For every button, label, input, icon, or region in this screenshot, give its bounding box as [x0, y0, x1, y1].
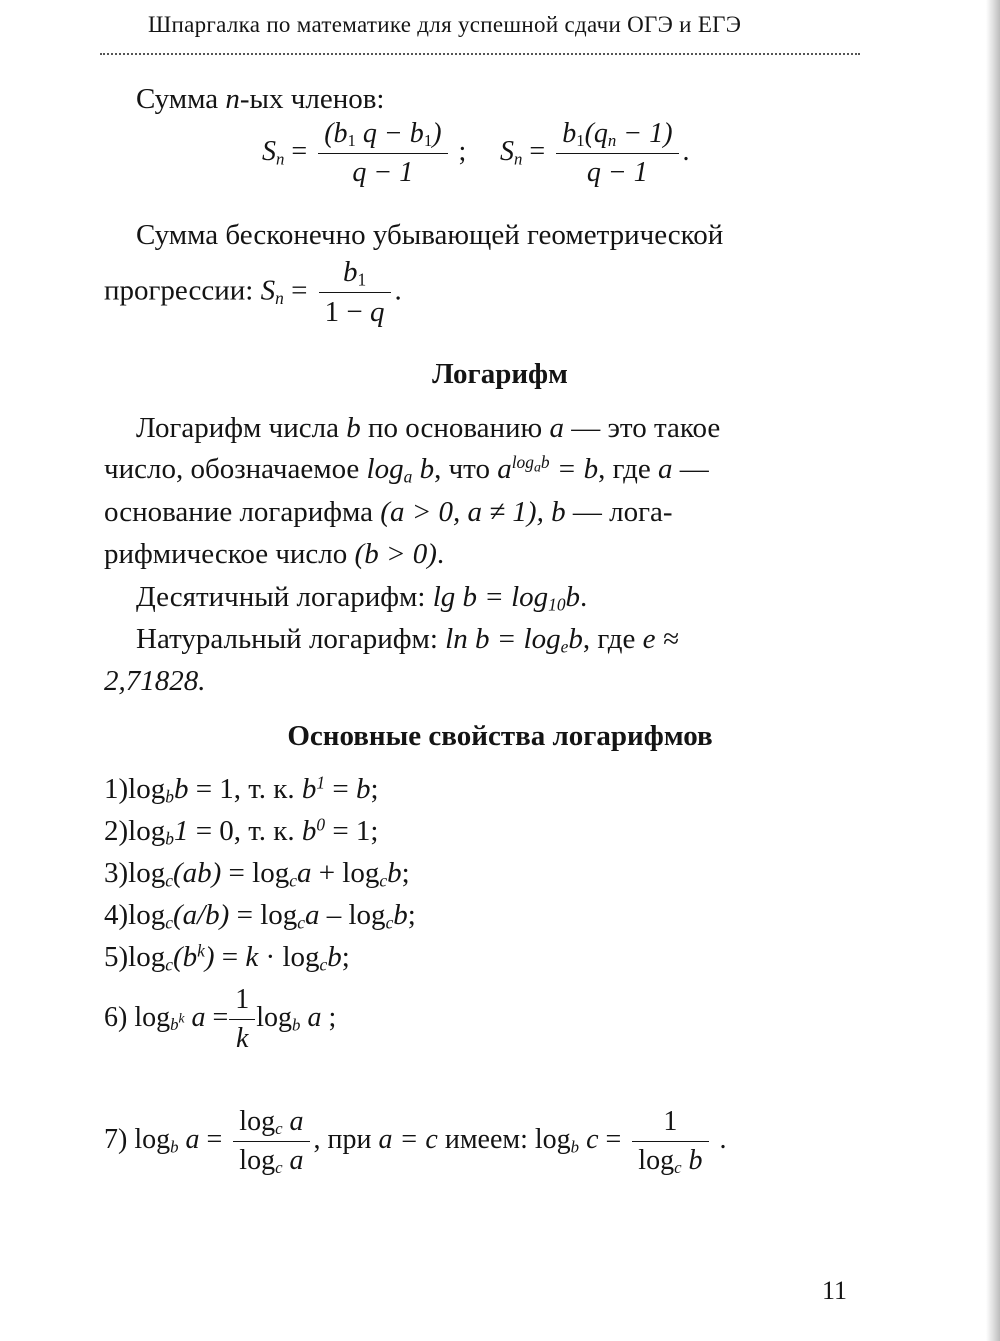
fraction-numerator: 1 [229, 984, 255, 1020]
fraction-denominator: $\log_c a$ [239, 1145, 304, 1178]
infinite-sum-text-1: Сумма бесконечно убывающей геометрической [136, 219, 724, 251]
natural-log-line: Натуральный логарифм: $\ln b = \log_eb$, где e ≈ [136, 623, 679, 657]
fraction-denominator: q − 1 [352, 157, 414, 189]
property-1: $1)\log_bb = 1$, т. к. $b^1 = b$; [104, 772, 379, 807]
formula-lhs: S [260, 274, 276, 307]
running-header: Шпаргалка по математике для успешной сдачи ОГЭ и ЕГЭ [148, 12, 742, 37]
page-edge-shadow [986, 0, 1000, 1341]
fraction-denominator: $\log_c b$ [638, 1145, 703, 1178]
formula-lhs: S [500, 136, 514, 168]
fraction [556, 118, 678, 189]
natural-log-value: 2,71828. [104, 665, 206, 697]
definition-line-3: основание логарифма (a > 0, a ≠ 1), b — лога- [104, 496, 673, 528]
formula-eq: = [284, 136, 308, 168]
fraction [233, 1106, 309, 1177]
property-2: $2)\log_b1 = 0$, т. к. $b^0 = 1$; [104, 814, 379, 849]
geometric-sum-formula-1 [262, 118, 466, 189]
fraction-numerator: 1 [632, 1106, 708, 1142]
fraction-numerator: ($b_1$ $q - b_1$) [318, 118, 447, 154]
formula-lhs-sub: n [276, 149, 285, 169]
definition-line-4: рифмическое число (b > 0). [104, 538, 445, 570]
formula-lhs: S [262, 136, 276, 168]
infinite-sum-formula: прогрессии: $S_n$ = $\frac{b_1}{1 - q}$ . [104, 256, 402, 329]
sum-n-variable: n [225, 83, 240, 115]
fraction [319, 256, 391, 330]
property-7: 7) $\log_b a$ = $\frac{\log_c a}{\log_c a}$ , при a = c имеем: $\log_b c$ = $\frac{1}{\log_c b}$ . [104, 1106, 727, 1178]
section-heading-logarithm: Логарифм [432, 358, 568, 390]
sum-n-label-pre: Сумма [136, 83, 226, 115]
header-divider [100, 53, 860, 55]
sum-n-label [136, 82, 384, 117]
fraction [632, 1106, 708, 1177]
property-3: $3)\log_c(ab) = \log_ca + \log_cb$; [104, 857, 410, 891]
fraction [229, 984, 255, 1055]
property-6: 6) $\log_{b^k} a$ = $\frac{1}{k}$ $\log_b a$ ; [104, 984, 337, 1055]
fraction-denominator: q − 1 [586, 157, 648, 189]
property-4: $4)\log_c(a/b) = \log_ca - \log_cb$; [104, 899, 416, 933]
page-number: 11 [822, 1276, 848, 1305]
fraction-numerator: $b_1(q_n - 1)$ [556, 118, 678, 154]
definition-line-2: число, обозначаемое $\log_a b$, что $a^{log_ab} = b$, где a — [104, 452, 709, 487]
property-5: $5)\log_c(b^k) = k \cdot \log_cb$; [104, 940, 350, 975]
decimal-log-line: Десятичный логарифм: $\lg b = \log_{10}b$. [136, 581, 588, 615]
sum-n-label-post: -ых членов: [239, 83, 385, 115]
infinite-sum-label: прогрессии: [104, 274, 254, 307]
fraction-denominator: 1 − q [324, 296, 385, 329]
geometric-sum-formula-2 [500, 118, 690, 189]
fraction-numerator: $\log_c a$ [233, 1106, 309, 1142]
section-heading-properties: Основные свойства логарифмов [287, 720, 713, 752]
formula-end: . [682, 136, 690, 168]
definition-line-1: Логарифм числа b по основанию a — это такое [136, 412, 721, 444]
formula-eq: = [522, 136, 546, 168]
fraction-numerator: $b_1$ [319, 256, 391, 293]
fraction [318, 118, 447, 189]
fraction-denominator: k [236, 1023, 249, 1055]
formula-separator: ; [451, 136, 467, 168]
formula-lhs-sub: n [514, 149, 523, 169]
